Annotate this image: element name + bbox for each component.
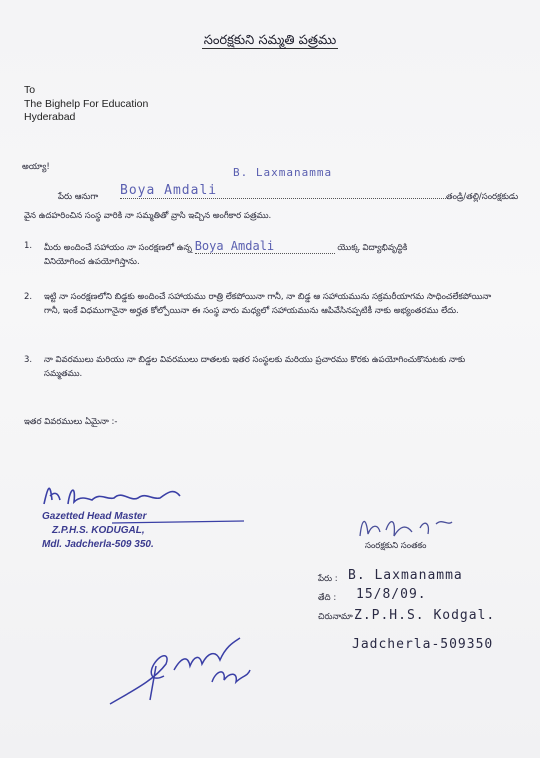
footer-name-label: పేరు : [318,574,338,584]
relation-label: తండ్రి/తల్లి/సంరక్షకుడు [446,192,519,202]
paragraph-2: 2. ఇట్టి నా సంరక్షణలోని బిడ్డకు అందించే సహాయము రాత్రి లేకపోయినా గానీ, నా బిడ్డ ఆ సహాయమును సక్రమరీయాగమ సాధించలేకపోయినా గానీ, ఇంకే విధముగానైనా అర్హత కోల్పోయినా ఈ సంస్థ వారు మధ్యలో సహాయమును ఆపివేసినప్పటికీ నాకు అభ్యంతరము లేదు. [24,292,492,316]
name-label: పేరు ఆనుగా [58,192,99,202]
salutation: అయ్యా! [22,162,50,172]
headmaster-signature [40,478,190,514]
footer-address-label: చిరునామా : [318,612,359,622]
footer-date: 15/8/09. [356,587,427,602]
paragraph-1: 1. మీరు అందించే సహాయం నా సంరక్షణలో ఉన్న Boya Amdali యొక్క విద్యాభివృద్ధికి వినియోగించ ఉపయోగిస్తాను. [24,239,408,267]
stamp-school: Z.P.H.S. KODUGAL, [52,525,145,536]
footer-date-label: తేది : [318,593,337,603]
headmaster-stamp [42,510,154,552]
guardian-signature [356,510,456,544]
recipient-address [24,84,148,125]
address-org: The Bighelp For Education [24,97,149,110]
stamp-title: Gazetted Head Master [42,511,147,522]
footer-name: B. Laxmanamma [348,568,463,583]
other-details-label: ఇతర వివరములు ఏమైనా :- [24,417,118,427]
intro-line: వైన ఉదహరించిన సంస్థ వారికి నా సమ్మతితో వ్రాసి ఇచ్చిన అంగీకార పత్రము. [24,211,272,221]
footer-address-line2: Jadcherla-509350 [352,637,494,652]
paragraph-3: 3. నా వివరములు మరియు నా బిడ్డల వివరములు దాతలకు ఇతర సంస్థలకు మరియు ప్రచారము కొరకు ఉపయోగించుకొనుటకు నాకు సమ్మతము. [24,355,466,379]
document-title: సంరక్షకుని సమ్మతి పత్రము [203,33,337,48]
handwritten-name-top: B. Laxmanamma [233,166,333,179]
footer-address-line1: Z.P.H.S. Kodgal. [354,608,496,623]
address-city: Hyderabad [24,111,76,123]
attestation-signature [104,630,264,710]
address-to: To [24,84,36,96]
guardian-signature-label: సంరక్షకుని సంతకం [365,541,427,551]
handwritten-child-name: Boya Amdali [120,183,448,199]
p1-handwritten-name: Boya Amdali [195,239,335,254]
stamp-place: Mdl. Jadcherla-509 350. [42,539,154,550]
